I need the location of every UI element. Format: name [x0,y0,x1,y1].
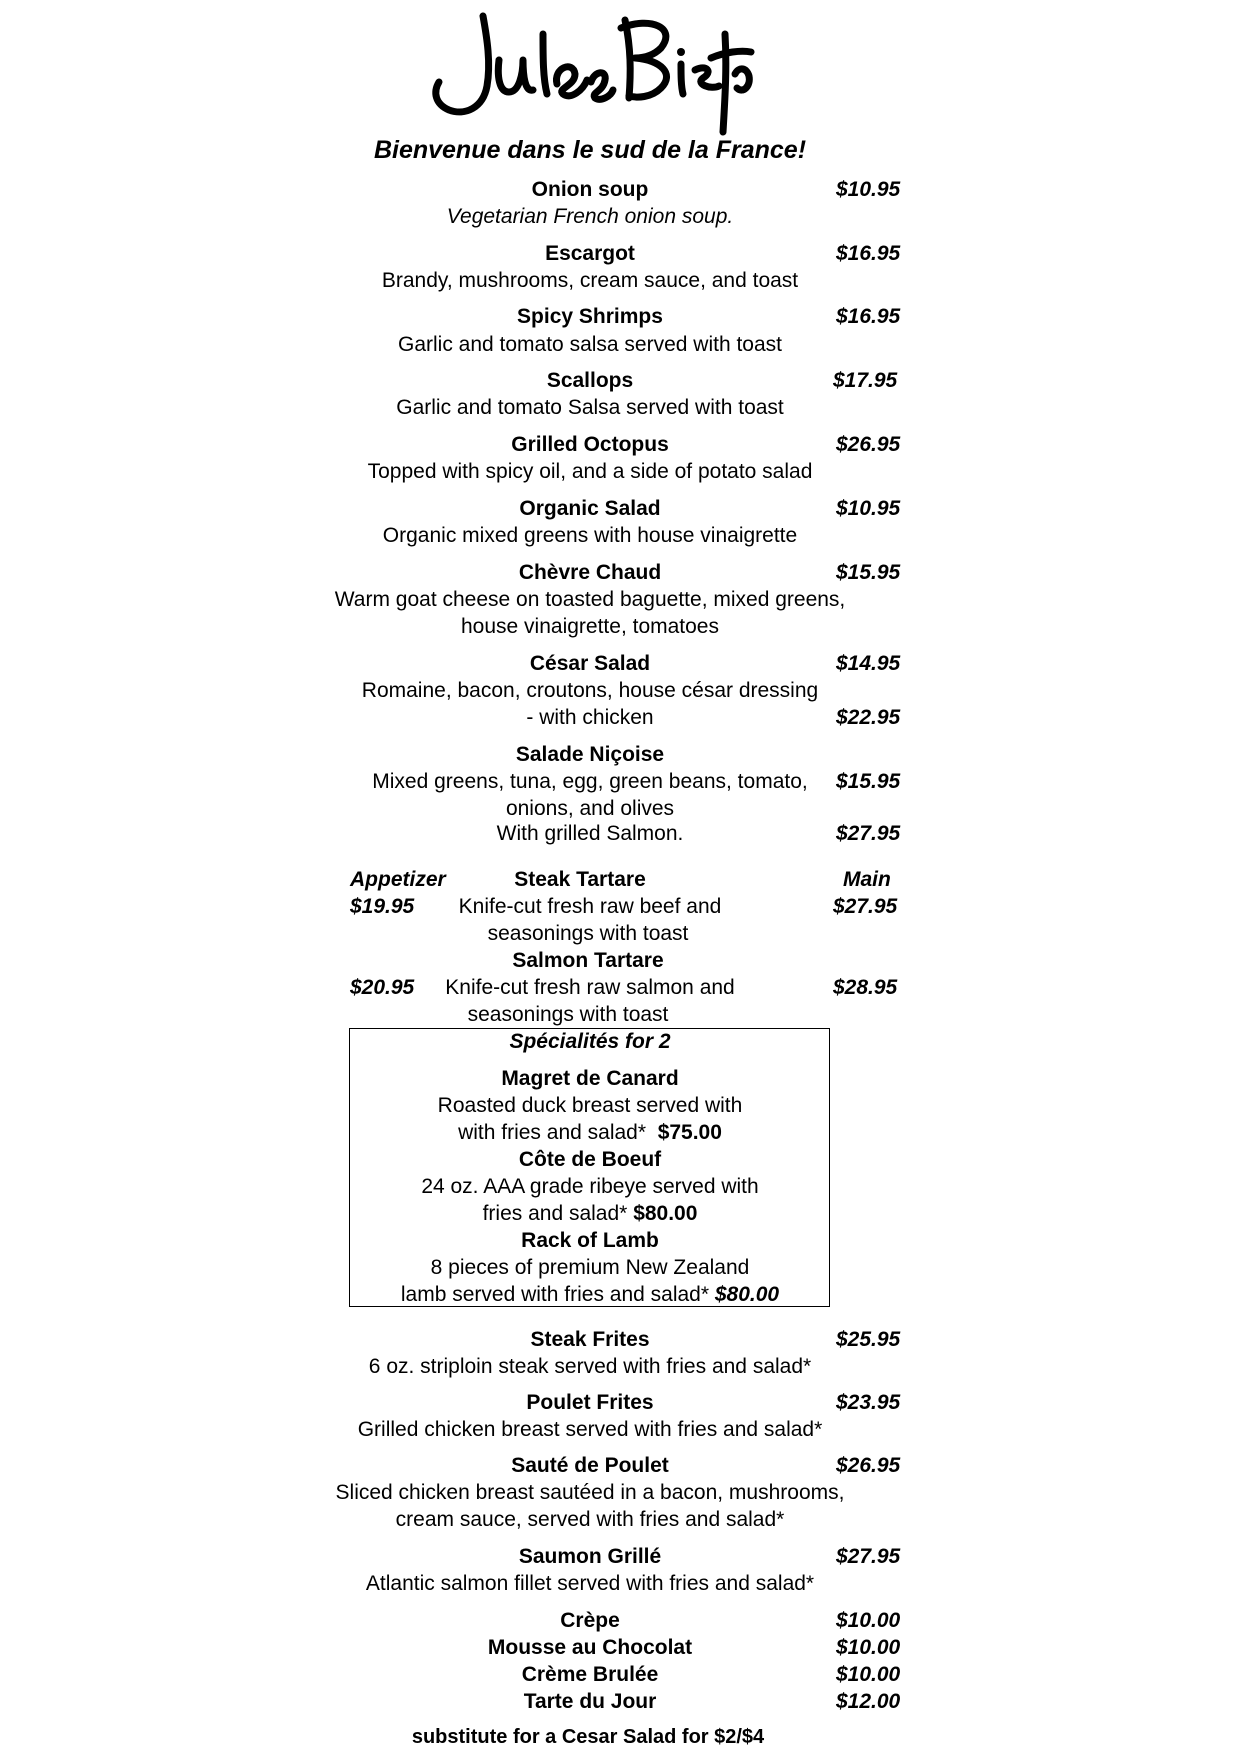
dessert-price-crepe: $10.00 [836,1609,901,1632]
tartare-name-salmon: Salmon Tartare [512,949,664,972]
item-price-spicy-shrimps: $16.95 [836,305,901,328]
item-name-escargot: Escargot [545,242,635,265]
tagline: Bienvenue dans le sud de la France! [373,136,807,164]
item-desc-salade-nicoise-line1: Mixed greens, tuna, egg, green beans, tomato, [372,770,808,793]
special-desc-lamb-line2-row [401,1283,779,1307]
item-price-chevre-chaud: $15.95 [836,561,901,584]
item-desc-chevre-chaud-line2: house vinaigrette, tomatoes [461,615,719,638]
item-name-spicy-shrimps: Spicy Shrimps [517,305,663,328]
tartare-desc-salmon-line2: seasonings with toast [467,1003,669,1026]
item-desc-escargot: Brandy, mushrooms, cream sauce, and toast [381,269,799,292]
main-name-saute-de-poulet: Sauté de Poulet [511,1454,669,1477]
tartare-app-price-salmon: $20.95 [350,976,415,999]
special-price-lamb: $80.00 [714,1283,780,1306]
item-name-cesar-salad: César Salad [529,652,651,675]
tartare-desc-steak-line1: Knife-cut fresh raw beef and [458,895,722,918]
item-option-nicoise-salmon: With grilled Salmon. [496,822,684,845]
tartare-desc-salmon-line1: Knife-cut fresh raw salmon and [445,976,735,999]
item-price-salade-nicoise: $15.95 [836,770,901,793]
main-desc-saute-line1: Sliced chicken breast sautéed in a bacon, mushrooms, [335,1481,845,1504]
main-price-steak-frites: $25.95 [836,1328,901,1351]
special-desc-lamb-line1: 8 pieces of premium New Zealand [430,1256,750,1279]
special-name-cote-de-boeuf: Côte de Boeuf [518,1148,662,1171]
main-desc-poulet-frites: Grilled chicken breast served with fries and salad* [357,1418,823,1441]
special-desc-cote-line2-row [483,1202,698,1226]
main-name-saumon-grille: Saumon Grillé [518,1545,662,1568]
special-desc-cote-line2: fries and salad* [482,1202,628,1225]
item-option-cesar-chicken: - with chicken [526,706,654,729]
dessert-price-creme-brulee: $10.00 [836,1663,901,1686]
item-name-onion-soup: Onion soup [531,178,649,201]
item-desc-salade-nicoise-line2: onions, and olives [505,797,675,820]
item-price-onion-soup: $10.95 [836,178,901,201]
footer-note: substitute for a Cesar Salad for $2/$4 [411,1726,765,1748]
item-name-scallops: Scallops [546,369,634,392]
item-desc-chevre-chaud-line1: Warm goat cheese on toasted baguette, mixed greens, [334,588,846,611]
item-name-grilled-octopus: Grilled Octopus [511,433,669,456]
main-name-steak-frites: Steak Frites [530,1328,650,1351]
special-desc-lamb-line2: lamb served with fries and salad* [400,1283,710,1306]
special-desc-magret-line2-row [458,1121,722,1145]
appetizer-label: Appetizer [350,868,446,891]
main-price-poulet-frites: $23.95 [836,1391,901,1414]
item-price-escargot: $16.95 [836,242,901,265]
item-price-organic-salad: $10.95 [836,497,901,520]
item-desc-cesar-salad: Romaine, bacon, croutons, house césar dressing [361,679,819,702]
main-desc-steak-frites: 6 oz. striploin steak served with fries and salad* [368,1355,812,1378]
item-desc-grilled-octopus: Topped with spicy oil, and a side of potato salad [367,460,813,483]
dessert-price-mousse: $10.00 [836,1636,901,1659]
item-name-salade-nicoise: Salade Niçoise [515,743,665,766]
item-desc-onion-soup: Vegetarian French onion soup. [446,205,734,228]
tartare-main-price-salmon: $28.95 [833,976,898,999]
item-price-scallops: $17.95 [833,369,898,392]
item-name-chevre-chaud: Chèvre Chaud [518,561,662,584]
tartare-desc-steak-line2: seasonings with toast [487,922,689,945]
tartare-name-steak: Steak Tartare [514,868,646,891]
special-price-cote: $80.00 [633,1202,698,1225]
tartare-main-price-steak: $27.95 [833,895,898,918]
item-option-price-nicoise-salmon: $27.95 [836,822,901,845]
item-name-organic-salad: Organic Salad [519,497,661,520]
item-price-grilled-octopus: $26.95 [836,433,901,456]
main-desc-saumon-grille: Atlantic salmon fillet served with fries and salad* [365,1572,815,1595]
main-name-poulet-frites: Poulet Frites [526,1391,654,1414]
main-desc-saute-line2: cream sauce, served with fries and salad* [395,1508,785,1531]
dessert-name-mousse: Mousse au Chocolat [487,1636,693,1659]
specialites-title: Spécialités for 2 [509,1030,671,1053]
dessert-name-crepe: Crèpe [560,1609,620,1632]
special-name-rack-of-lamb: Rack of Lamb [521,1229,659,1252]
tartare-app-price-steak: $19.95 [350,895,415,918]
main-price-saute-de-poulet: $26.95 [836,1454,901,1477]
item-price-cesar-salad: $14.95 [836,652,901,675]
special-price-magret: $75.00 [657,1121,722,1144]
item-desc-spicy-shrimps: Garlic and tomato salsa served with toast [397,333,783,356]
logo-dot [677,48,685,56]
special-desc-magret-line2: with fries and salad* [458,1121,647,1144]
item-option-price-cesar-chicken: $22.95 [836,706,901,729]
item-desc-organic-salad: Organic mixed greens with house vinaigrette [382,524,798,547]
main-price-saumon-grille: $27.95 [836,1545,901,1568]
dessert-price-tarte: $12.00 [836,1690,901,1713]
special-desc-magret-line1: Roasted duck breast served with [437,1094,743,1117]
dessert-name-creme-brulee: Crème Brulée [521,1663,659,1686]
jules-bistro-logo [425,8,755,138]
item-desc-scallops: Garlic and tomato Salsa served with toast [396,396,784,419]
dessert-name-tarte: Tarte du Jour [523,1690,657,1713]
special-desc-cote-line1: 24 oz. AAA grade ribeye served with [421,1175,759,1198]
special-name-magret: Magret de Canard [501,1067,679,1090]
main-label: Main [843,868,891,891]
